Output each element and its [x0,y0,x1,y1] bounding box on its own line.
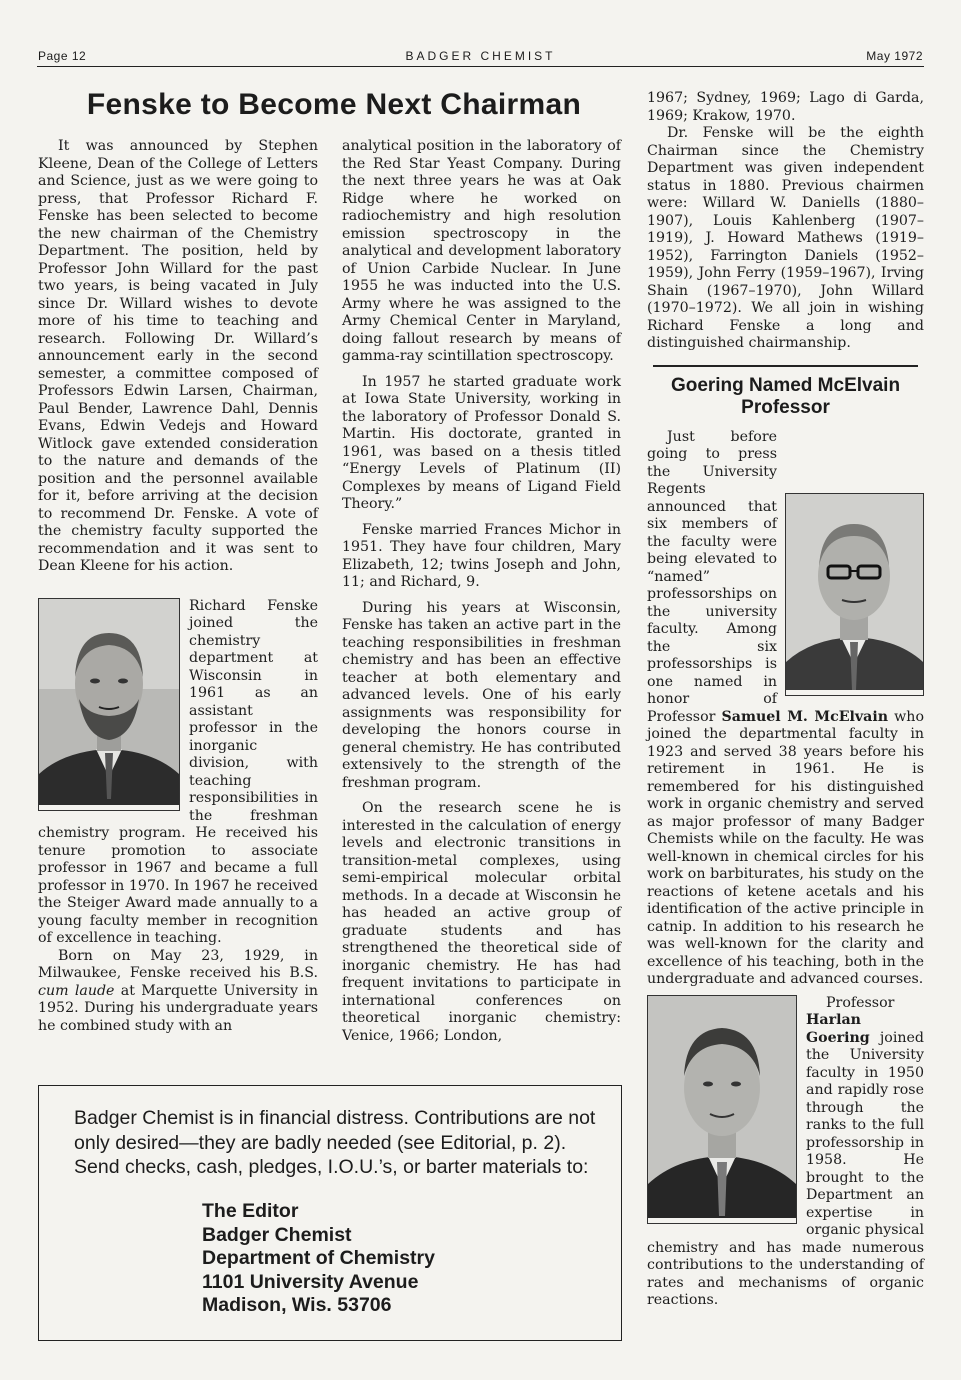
text-run: Just before going to press the University Regents announced that six members of the faculty were being elevated to “named” professorships on the university faculty. Among the six professorships is one named in honor of Professor [647,428,777,725]
issue-date: May 1972 [866,49,923,63]
paragraph: Richard Fenske joined the chemistry department at Wisconsin in 1961 as an assistant professor in the inorganic division, with teaching responsibilities in the freshman chemistry program. He received his tenure promotion to associate professor in 1967 and became a full professor in 1970. In 1967 he received the Steiger Award made annually to a young faculty member in recognition of excellence in teaching. [38,597,318,946]
address-line: Badger Chemist [202,1223,352,1246]
donation-notice [38,1085,622,1341]
address-line: 1101 University Avenue [202,1270,419,1293]
person-name: Harlan Goering [806,1012,870,1046]
text-run: Professor [826,994,895,1011]
column-3 [647,90,924,1310]
paragraph: On the research scene he is interested in the calculation of energy levels and electronic transitions in transition-metal complexes, using semi-empirical molecular orbital methods. In a decade at Wisconsin he has headed an active group of graduate students and has strengthened the theoretical side of inorganic chemistry. He has had frequent invitations to participate in international conferences on theoretical inorganic chemistry: Venice, 1966; London, [342,800,621,1044]
photo-fenske [38,598,180,812]
article-title: Fenske to Become Next Chairman [86,88,582,121]
paragraph: Fenske married Frances Michor in 1951. They have four children, Mary Elizabeth, 12; twins Joseph and John, 11; and Richard, 9. [342,521,621,590]
paragraph: Dr. Fenske will be the eighth Chairman since the Chemistry Department was given independent status in 1880. Previous chairmen were: Willard W. Daniells (1880–1907), Louis Kahlenberg (1907–1919), J. Howard Mathews (1919–1952), Farrington Daniels (1952–1959), John Ferry (1959–1967), Irving Shain (1967–1970), John Willard (1970–1972). We all join in wishing Richard Fenske a long and distinguished chairmanship. [647,125,924,351]
person-name: Samuel M. McElvain [721,708,889,725]
address-line: Department of Chemistry [202,1247,435,1269]
latin-honor: cum laude [38,982,115,999]
address-line: The Editor [202,1200,299,1222]
section-divider [653,365,918,367]
text-run: at Marquette University in 1952. During his undergraduate years he combined study with an [38,982,318,1034]
paragraph: 1967; Sydney, 1969; Lago di Garda, 1969; Krakow, 1970. [647,90,924,124]
article-title-goering: Goering Named McElvain Professor [670,374,901,418]
paragraph: In 1957 he started graduate work at Iowa State University, working in the laboratory of Professor Donald S. Martin. His doctorate, granted in 1961, was based on a thesis titled “Energy Levels of Platinum (II) Complexes by means of Ligand Field Theory.” [342,373,621,512]
page-number: Page 12 [38,49,87,63]
paragraph: During his years at Wisconsin, Fenske has taken an active part in the teaching responsibilities in freshman chemistry and has been an effective teacher at both elementary and advanced levels. One of his early assignments was responsibility for developing the honors course in general chemistry. He has contributed extensively to the strength of the freshman program. [342,599,621,791]
portrait-mcelvain-image [786,494,923,690]
paragraph: It was announced by Stephen Kleene, Dean of the College of Letters and Science, just as we were going to press, that Professor Richard F. Fenske has been selected to become the new chairman of the Chemistry Department. The position, held by Professor John Willard for the past two years, is being vacated in July since Dr. Willard wishes to devote more of his time to teaching and research. Following Dr. Willard’s announcement early in the second semester, a committee composed of Professors Edwin Larsen, Chairman, Paul Bender, Lawrence Dahl, Dennis Evans, Edwin Vedejs and Howard Witlock gave extended consideration to the nature and demands of the position and the personnel available for it, before arriving at the decision to recommend Dr. Fenske. A vote of the chemistry faculty supported the recommendation and it was sent to Dean Kleene for his action. [38,138,318,574]
photo-mcelvain [785,493,924,697]
publication-name: BADGER CHEMIST [405,49,556,63]
portrait-fenske-image [39,599,179,805]
address-line: Madison, Wis. 53706 [202,1294,392,1316]
paragraph: analytical position in the laboratory of the Red Star Yeast Company. During the next three years he was at Oak Ridge where he worked on radiochemistry and high resolution emission spectroscopy in the analytical and development laboratory of Union Carbide Nuclear. In June 1955 he was inducted into the U.S. Army where he was assigned to the Army Chemical Center in Maryland, doing fallout research by means of gamma-ray scintillation spectroscopy. [342,138,621,364]
mailing-address [202,1200,435,1318]
portrait-goering-image [648,996,796,1218]
text-run: who joined the departmental faculty in 1923 and served 38 years before his retirement in 1961. He is remembered for his distinguished work in organic chemistry and served as major professor of many Badger Chemists while on the faculty. He was well-known in chemical circles for his work on barbiturates, his study on the reactions of ketene acetals and his identification of the active principle in catnip. In addition to his research he was well-known for the clarity and excellence of his teaching, both in the undergraduate and advanced courses. [647,708,924,987]
column-1 [38,138,318,1035]
notice-text: Badger Chemist is in financial distress. Contributions are not only desired—they are badly needed (see Editorial, p. 2). Send checks, cash, pledges, I.O.U.’s, or barter materials to: [74,1107,596,1178]
column-2 [342,138,621,1045]
text-run: Born on May 23, 1929, in Milwaukee, Fenske received his B.S. [38,947,318,981]
photo-goering [647,995,797,1225]
paragraph [38,948,318,1036]
header-rule [37,66,924,67]
text-run: joined the University faculty in 1950 and rapidly rose through the ranks to the full professorship in 1958. He brought to the Department an expertise in organic physical chemistry and has made numerous contributions to the understanding of rates and mechanisms of organic reactions. [647,1029,924,1308]
